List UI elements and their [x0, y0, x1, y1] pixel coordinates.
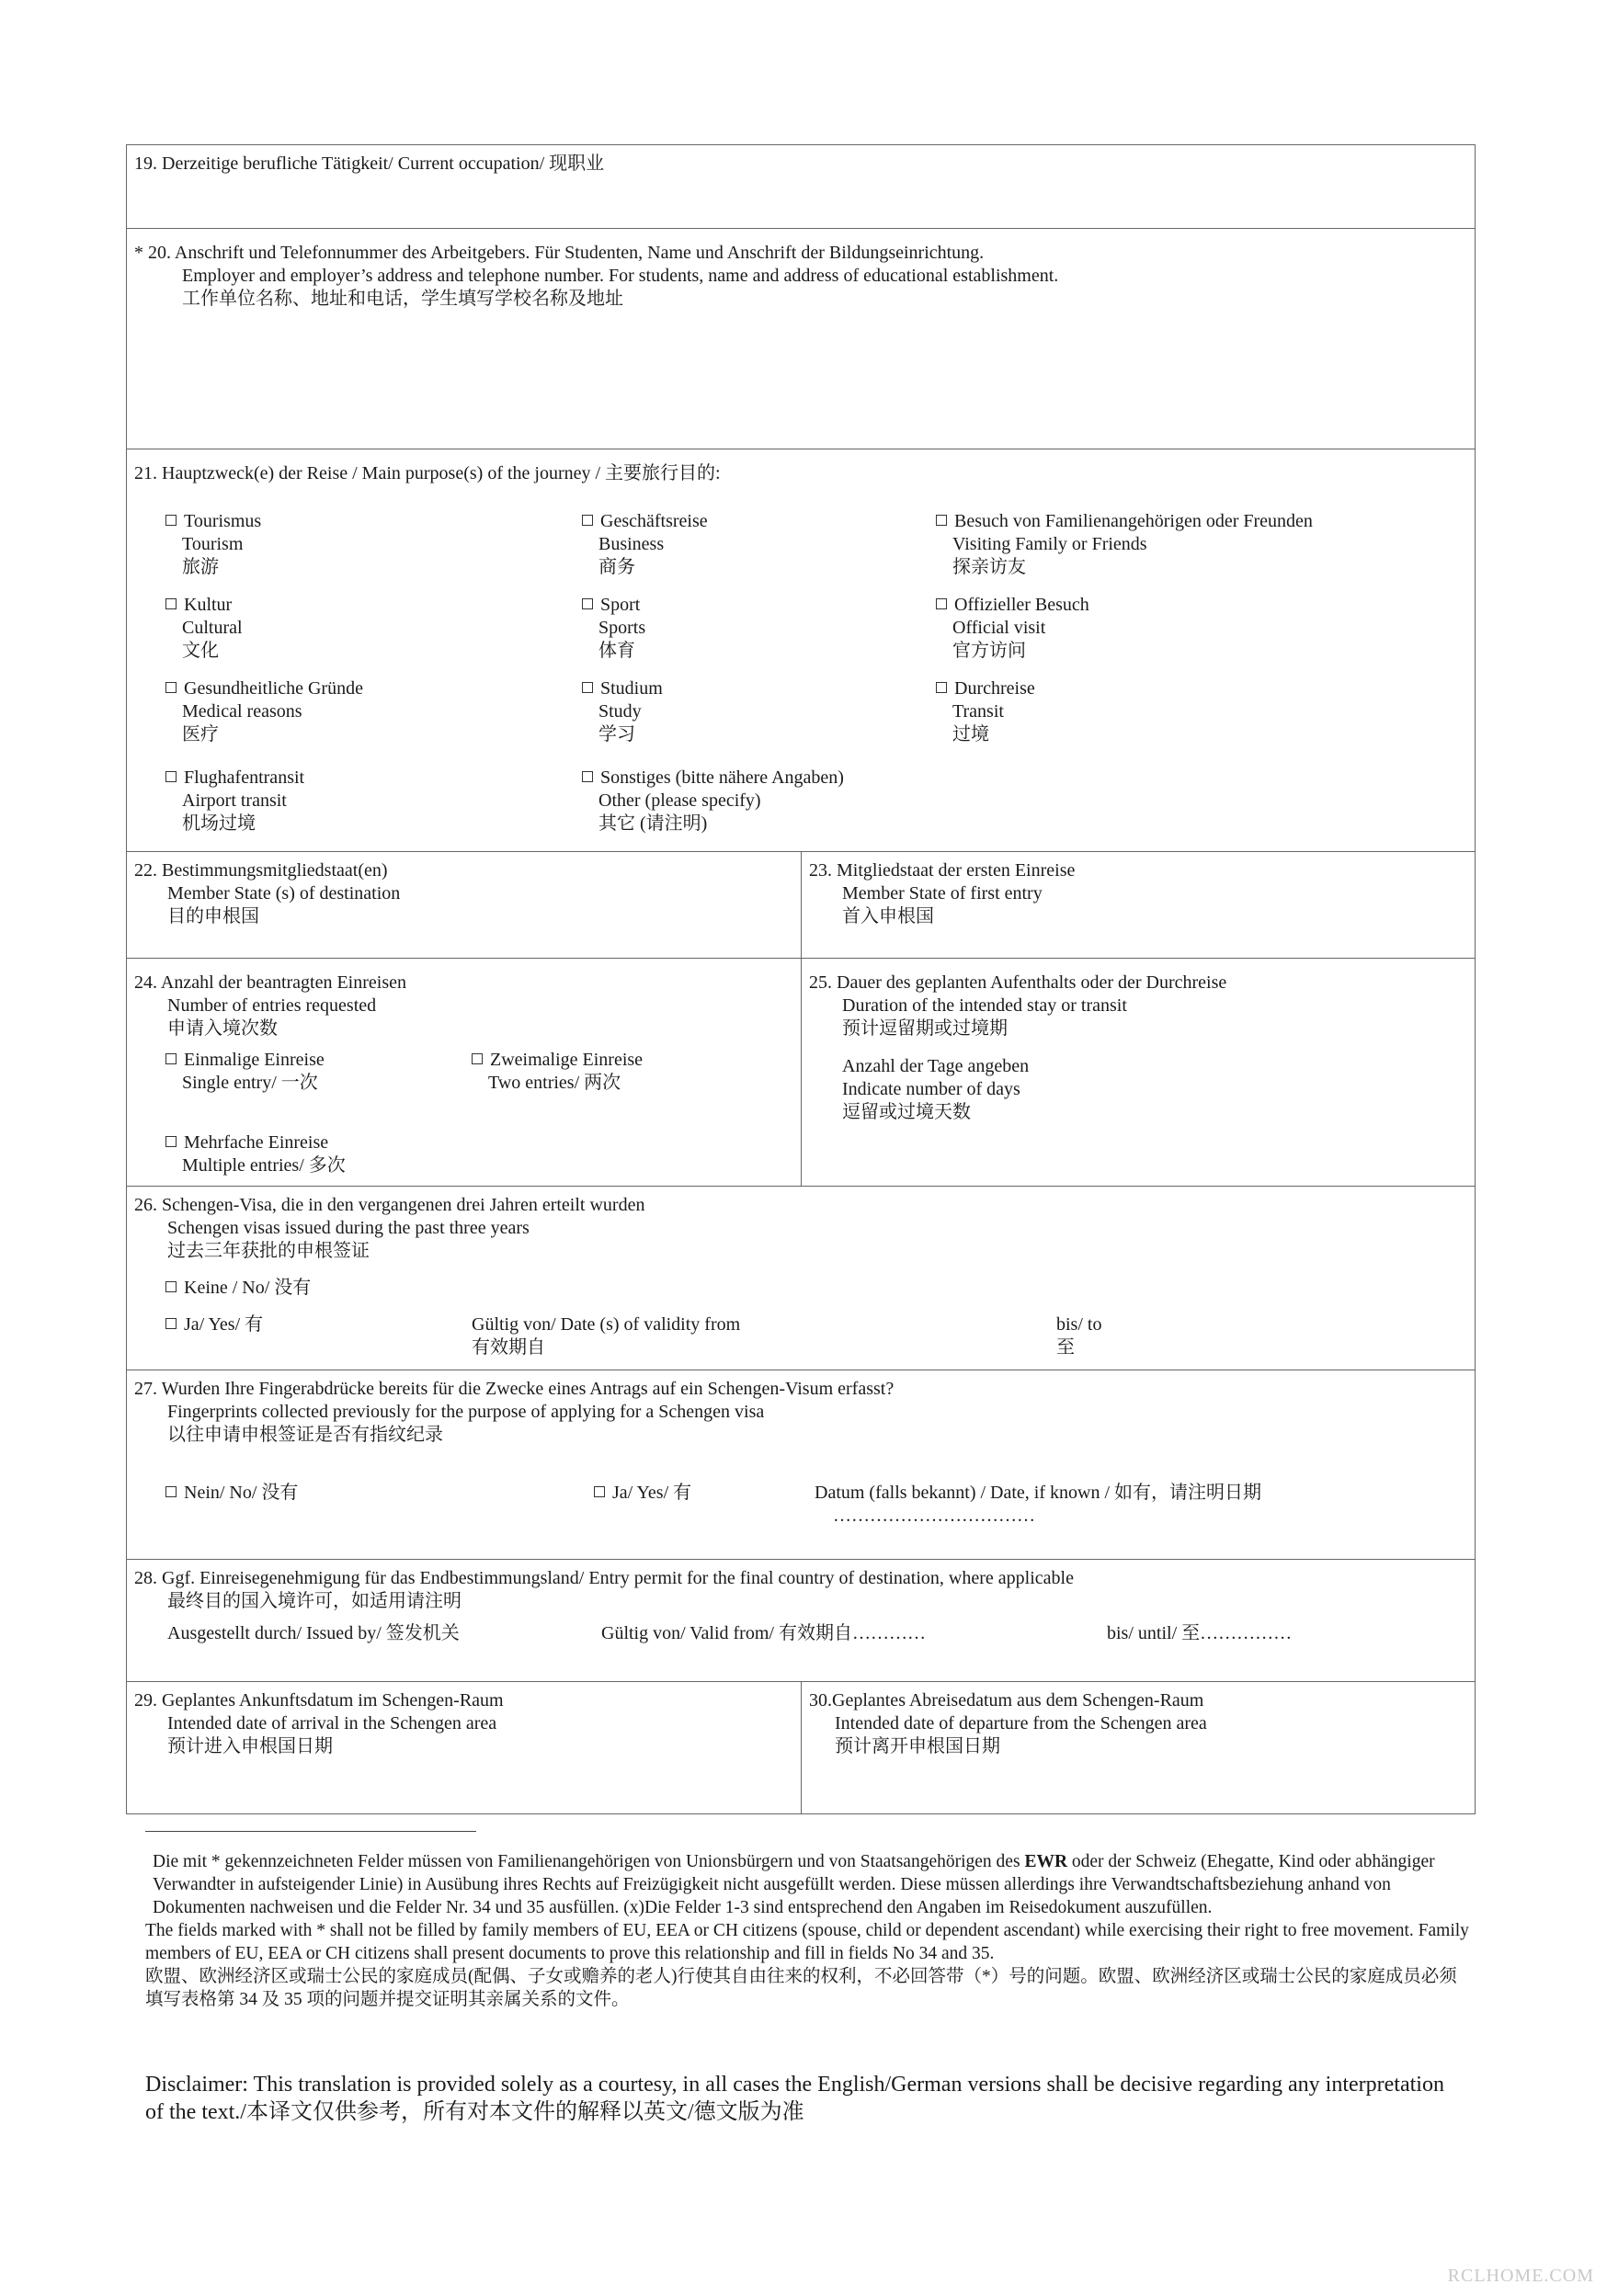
field-28-issued-by[interactable]: Ausgestellt durch/ Issued by/ 签发机关	[167, 1623, 460, 1643]
checkbox[interactable]	[582, 682, 593, 693]
field-30-label-zh: 预计离开申根国日期	[835, 1736, 1000, 1756]
field-28-entry-permit	[127, 1560, 1475, 1681]
option-two-entries[interactable]: Zweimalige Einreise Two entries/ 两次	[472, 1049, 643, 1095]
field-23-label-zh: 首入申根国	[842, 906, 934, 926]
option-fingerprints-yes[interactable]: Ja/ Yes/ 有	[594, 1482, 691, 1505]
field-28-row	[126, 1560, 1476, 1682]
field-19-label: 19. Derzeitige berufliche Tätigkeit/ Current occupation/ 现职业	[134, 153, 605, 174]
option-sports[interactable]: Sport Sports 体育	[582, 594, 645, 663]
option-tourism[interactable]: Tourismus Tourism 旅游	[165, 510, 261, 579]
field-22-23-row	[126, 852, 1476, 959]
watermark: RCLHOME.COM	[1447, 2266, 1594, 2286]
field-25-days-zh: 逗留或过境天数	[842, 1102, 971, 1122]
field-22-label-en: Member State (s) of destination	[167, 883, 401, 904]
field-20-label-de: * 20. Anschrift und Telefonnummer des Arbeitgebers. Für Studenten, Name und Anschrift der Bildungseinrichtung.	[134, 243, 985, 263]
field-25-days-de: Anzahl der Tage angeben	[842, 1056, 1030, 1076]
field-20-label-zh: 工作单位名称、地址和电话，学生填写学校名称及地址	[182, 289, 623, 309]
field-20-label-en: Employer and employer’s address and telephone number. For students, name and address of educational establishment.	[182, 266, 1059, 286]
field-25-label-en: Duration of the intended stay or transit	[842, 995, 1127, 1016]
field-29-30-row	[126, 1682, 1476, 1814]
field-27-fingerprints	[127, 1370, 1475, 1559]
checkbox[interactable]	[936, 598, 947, 609]
field-23-label-en: Member State of first entry	[842, 883, 1043, 904]
field-24-label-en: Number of entries requested	[167, 995, 377, 1016]
checkbox[interactable]	[936, 515, 947, 526]
option-fingerprints-no[interactable]: Nein/ No/ 没有	[165, 1482, 298, 1505]
field-22-label-de: 22. Bestimmungsmitgliedstaat(en)	[134, 860, 388, 881]
checkbox[interactable]	[165, 1281, 177, 1292]
field-25-label-de: 25. Dauer des geplanten Aufenthalts oder der Durchreise	[809, 972, 1227, 993]
option-transit[interactable]: Durchreise Transit 过境	[936, 677, 1035, 746]
field-30-departure-date[interactable]	[801, 1682, 1475, 1813]
footnote-en: The fields marked with * shall not be filled by family members of EU, EEA or CH citizens (spouse, child or dependent ascendant) while exercising their right to free movement. Family members of EU, EEA or CH citizens shall present documents to prove this relationship and fill in fields No 34 and 35.	[145, 1921, 1469, 1963]
field-26-label-de: 26. Schengen-Visa, die in den vergangenen drei Jahren erteilt wurden	[134, 1195, 645, 1215]
option-study[interactable]: Studium Study 学习	[582, 677, 663, 746]
option-single-entry[interactable]: Einmalige Einreise Single entry/ 一次	[165, 1049, 325, 1095]
checkbox[interactable]	[165, 1318, 177, 1329]
checkbox[interactable]	[165, 1053, 177, 1064]
disclaimer: Disclaimer: This translation is provided solely as a courtesy, in all cases the English/German versions shall be decisive regarding any interpretation of the text./本译文仅供参考，所有对本文件的解释以英文/德文版为准	[145, 2073, 1444, 2124]
field-24-25-row	[126, 959, 1476, 1187]
field-28-valid-from[interactable]: Gültig von/ Valid from/ 有效期自…………	[601, 1623, 926, 1643]
checkbox[interactable]	[582, 515, 593, 526]
field-27-label-zh: 以往申请申根签证是否有指纹纪录	[167, 1425, 443, 1445]
field-29-label-de: 29. Geplantes Ankunftsdatum im Schengen-Raum	[134, 1690, 504, 1711]
field-20-row	[126, 229, 1476, 449]
field-29-label-zh: 预计进入申根国日期	[167, 1736, 333, 1756]
field-26-valid-from[interactable]: Gültig von/ Date (s) of validity from 有效期自	[472, 1314, 741, 1358]
field-29-label-en: Intended date of arrival in the Schengen area	[167, 1713, 497, 1733]
field-25-days-en: Indicate number of days	[842, 1079, 1020, 1099]
field-26-valid-to[interactable]: bis/ to 至	[1056, 1314, 1102, 1358]
option-official-visit[interactable]: Offizieller Besuch Official visit 官方访问	[936, 594, 1089, 663]
field-27-label-de: 27. Wurden Ihre Fingerabdrücke bereits für die Zwecke eines Antrags auf ein Schengen-Visum erfasst?	[134, 1379, 895, 1399]
field-25-label-zh: 预计逗留期或过境期	[842, 1018, 1008, 1039]
footnote-zh: 欧盟、欧洲经济区或瑞士公民的家庭成员(配偶、子女或赡养的老人)行使其自由往来的权利，不必回答带（*）号的问题。欧盟、欧洲经济区或瑞士公民的家庭成员必须填写表格第 34 及 35 项的问题并提交证明其亲属关系的文件。	[145, 1967, 1457, 2009]
field-26-label-en: Schengen visas issued during the past three years	[167, 1218, 530, 1238]
option-cultural[interactable]: Kultur Cultural 文化	[165, 594, 243, 663]
option-business[interactable]: Geschäftsreise Business 商务	[582, 510, 708, 579]
field-26-label-zh: 过去三年获批的申根签证	[167, 1241, 370, 1261]
field-19-current-occupation[interactable]	[127, 145, 1475, 228]
field-22-destination[interactable]	[127, 852, 801, 958]
checkbox[interactable]	[165, 1486, 177, 1497]
field-27-row	[126, 1370, 1476, 1560]
checkbox[interactable]	[936, 682, 947, 693]
field-26-row	[126, 1187, 1476, 1370]
field-20-employer-address[interactable]	[127, 229, 1475, 449]
field-26-schengen-visas	[127, 1187, 1475, 1370]
field-19-row	[126, 144, 1476, 229]
option-visa-yes[interactable]: Ja/ Yes/ 有	[165, 1313, 263, 1336]
field-24-label-de: 24. Anzahl der beantragten Einreisen	[134, 972, 406, 993]
option-airport-transit[interactable]: Flughafentransit Airport transit 机场过境	[165, 767, 304, 835]
checkbox[interactable]	[582, 771, 593, 782]
field-24-entries	[127, 959, 801, 1186]
checkbox[interactable]	[472, 1053, 483, 1064]
option-multiple-entries[interactable]: Mehrfache Einreise Multiple entries/ 多次	[165, 1131, 346, 1177]
field-28-valid-until[interactable]: bis/ until/ 至……………	[1107, 1623, 1293, 1643]
field-21-row	[126, 449, 1476, 852]
checkbox[interactable]	[165, 682, 177, 693]
field-21-label: 21. Hauptzweck(e) der Reise / Main purpose(s) of the journey / 主要旅行目的:	[134, 463, 721, 483]
field-28-label: 28. Ggf. Einreisegenehmigung für das Endbestimmungsland/ Entry permit for the final country of destination, where applicable	[134, 1568, 1074, 1588]
field-21-purpose	[127, 449, 1475, 851]
field-30-label-en: Intended date of departure from the Schengen area	[835, 1713, 1207, 1733]
field-22-label-zh: 目的申根国	[167, 906, 259, 926]
option-other[interactable]: Sonstiges (bitte nähere Angaben) Other (please specify) 其它 (请注明)	[582, 767, 844, 835]
checkbox[interactable]	[165, 515, 177, 526]
footnote-de: Die mit * gekennzeichneten Felder müssen von Familienangehörigen von Unionsbürgern und von Staatsangehörigen des EWR oder der Schweiz (Ehegatte, Kind oder abhängiger Verwandter in aufsteigender Linie) in Ausübung ihres Rechts auf Freizügigkeit nicht ausgefüllt werden. Diese müssen allerdings ihre Verwandtschaftsbeziehung anhand von Dokumenten nachweisen und die Felder Nr. 34 und 35 ausfüllen. (x)Die Felder 1-3 sind entsprechend den Angaben im Reisedokument auszufüllen.	[153, 1852, 1435, 1917]
option-medical[interactable]: Gesundheitliche Gründe Medical reasons 医疗	[165, 677, 363, 746]
checkbox[interactable]	[594, 1486, 605, 1497]
option-visa-none[interactable]: Keine / No/ 没有	[165, 1277, 311, 1300]
footnote-divider	[145, 1831, 476, 1832]
visa-application-form	[126, 144, 1476, 1814]
field-24-label-zh: 申请入境次数	[167, 1018, 278, 1039]
field-23-first-entry[interactable]	[801, 852, 1475, 958]
option-visiting-family[interactable]: Besuch von Familienangehörigen oder Freunden Visiting Family or Friends 探亲访友	[936, 510, 1313, 579]
checkbox[interactable]	[165, 1136, 177, 1147]
checkbox[interactable]	[165, 771, 177, 782]
field-29-arrival-date[interactable]	[127, 1682, 801, 1813]
field-28-label-zh: 最终目的国入境许可，如适用请注明	[167, 1591, 462, 1611]
checkbox[interactable]	[582, 598, 593, 609]
footnote	[145, 1850, 1469, 2011]
field-30-label-de: 30.Geplantes Abreisedatum aus dem Schengen-Raum	[809, 1690, 1204, 1711]
field-27-label-en: Fingerprints collected previously for the purpose of applying for a Schengen visa	[167, 1402, 765, 1422]
field-25-duration[interactable]	[801, 959, 1475, 1186]
field-23-label-de: 23. Mitgliedstaat der ersten Einreise	[809, 860, 1076, 881]
checkbox[interactable]	[165, 598, 177, 609]
field-27-date[interactable]: Datum (falls bekannt) / Date, if known / 如有，请注明日期 ……………………………	[815, 1483, 1262, 1526]
